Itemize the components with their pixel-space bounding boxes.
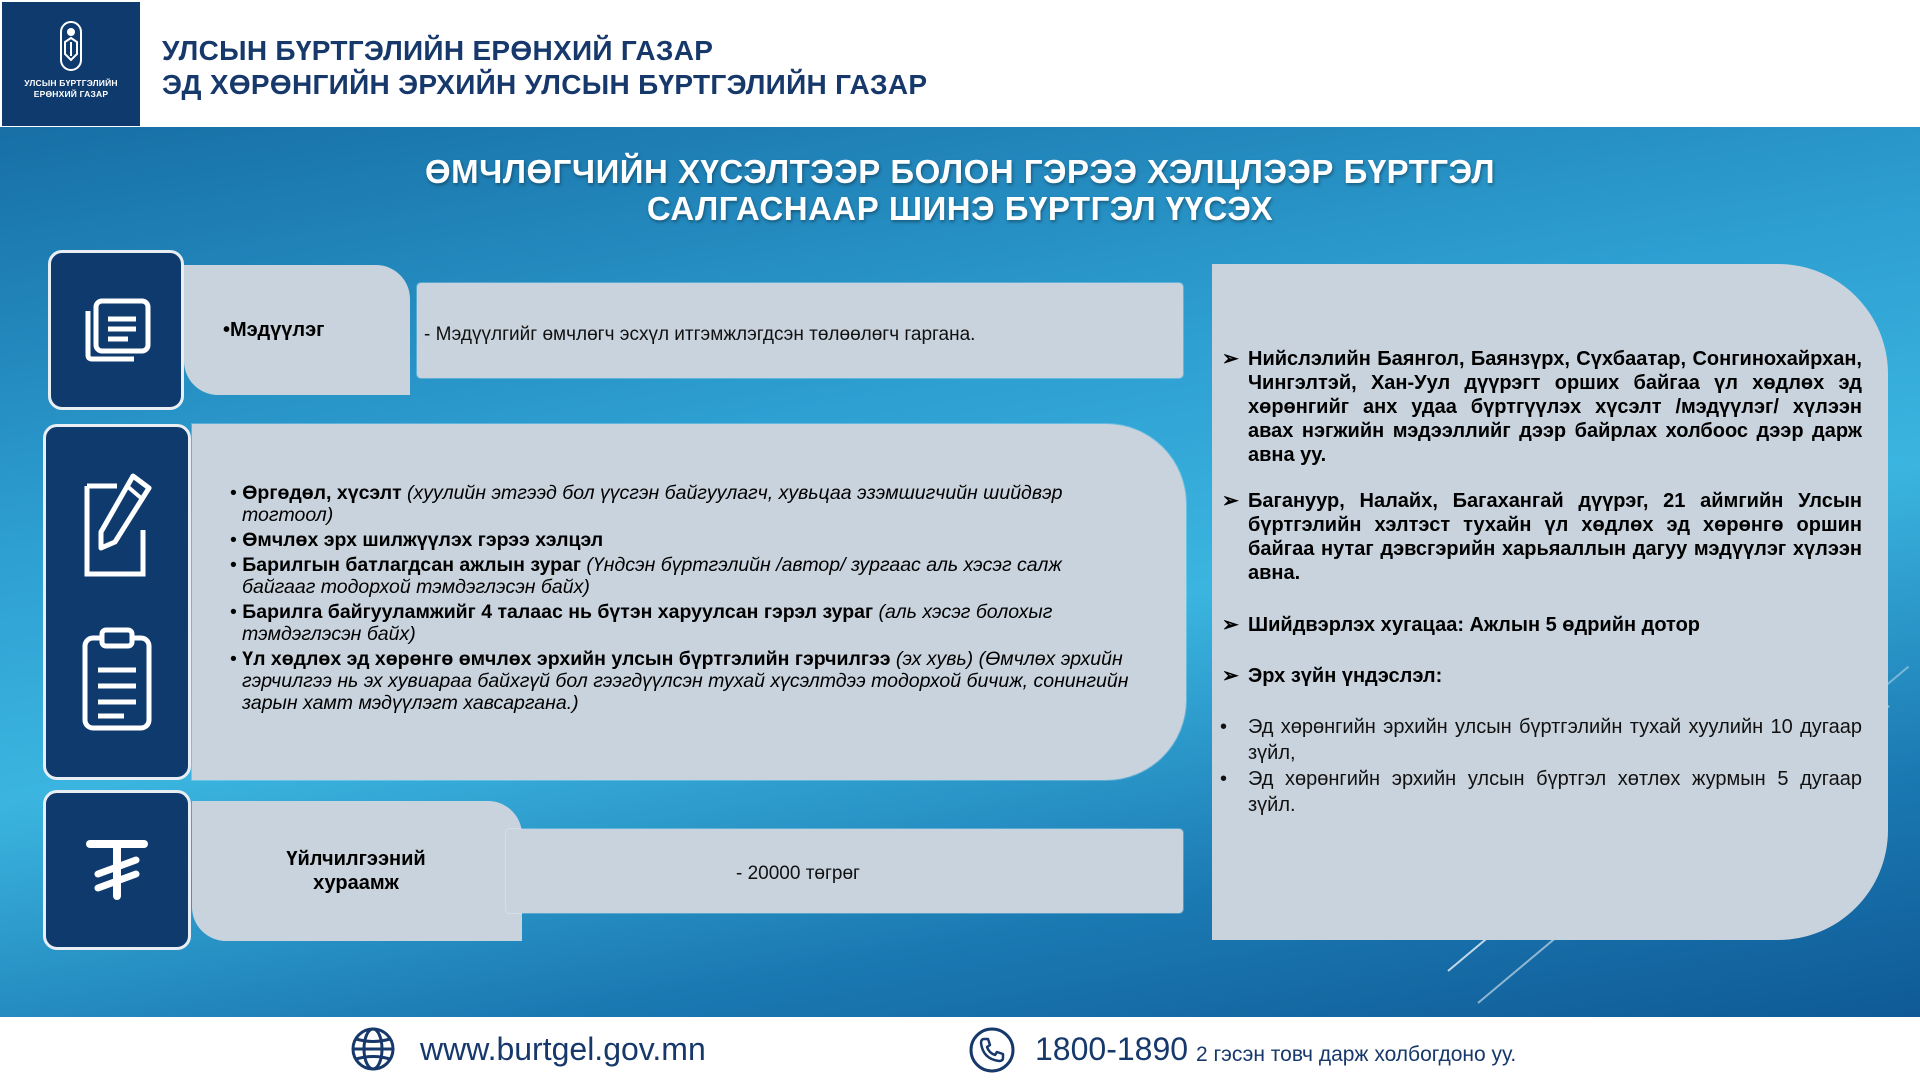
requirement-item: • Өргөдөл, хүсэлт (хуулийн этгээд бол үүсгэн байгуулагч, хувьцаа эзэмшигчийн шийдвэр тогтоол) bbox=[230, 482, 1063, 526]
phone-icon bbox=[968, 1026, 1016, 1074]
arrow-icon: ➢ bbox=[1222, 490, 1239, 512]
page-title bbox=[330, 153, 1590, 227]
organization-line1: УЛСЫН БҮРТГЭЛИЙН ЕРӨНХИЙ ГАЗАР bbox=[162, 35, 714, 66]
organization-title bbox=[162, 34, 927, 102]
legal-basis-list bbox=[1220, 714, 1862, 818]
legal-basis-item: • Эд хөрөнгийн эрхийн улсын бүртгэл хөтлөх журмын 5 дугаар зүйл. bbox=[1220, 766, 1862, 818]
emblem-icon bbox=[58, 20, 84, 72]
logo-text bbox=[24, 78, 118, 100]
organization-line2: ЭД ХӨРӨНГИЙН ЭРХИЙН УЛСЫН БҮРТГЭЛИЙН ГАЗАР bbox=[162, 69, 928, 100]
logo[interactable] bbox=[2, 2, 140, 126]
phone-note: 2 гэсэн товч дарж холбогдоно уу. bbox=[1196, 1043, 1517, 1066]
fee-text: - 20000 төгрөг bbox=[736, 863, 860, 884]
tugrik-icon bbox=[86, 838, 148, 902]
requirement-item: • Үл хөдлөх эд хөрөнгө өмчлөх эрхийн улсын бүртгэлийн гэрчилгээ (эх хувь) (Өмчлөх эрхийн гэрчилгээ нь эх хувиараа байхгүй бол гээгдүүлсэн тухай хүсэлтдээ тодорхой бичиж, сонингийн зарын хамт мэдүүлэгт хавсаргана.) bbox=[230, 648, 1129, 714]
phone-number[interactable]: 1800-1890 bbox=[1035, 1031, 1189, 1067]
requirement-title: Барилга байгууламжийг 4 талаас нь бүтэн харуулсан гэрэл зураг bbox=[242, 601, 874, 623]
requirement-item: • Барилгын батлагдсан ажлын зураг (Үндсэн бүртгэлийн /автор/ зургаас аль хэсэг салж байгааг тодорхой тэмдэглэсэн байх) bbox=[230, 554, 1062, 598]
document-icon-box bbox=[48, 250, 184, 410]
arrow-icon: ➢ bbox=[1222, 614, 1239, 636]
requirement-detail: (аль хэсэг болохыг тэмдэглэсэн байх) bbox=[242, 601, 1053, 645]
footer bbox=[0, 1017, 1920, 1080]
clipboard-icon bbox=[80, 626, 154, 732]
info-item-text: Шийдвэрлэх хугацаа: Ажлын 5 өдрийн дотор bbox=[1248, 614, 1701, 636]
requirement-item: • Барилга байгууламжийг 4 талаас нь бүтэн харуулсан гэрэл зураг (аль хэсэг болохыг тэмдэглэсэн байх) bbox=[230, 601, 1053, 645]
info-item-provinces bbox=[1222, 489, 1862, 585]
page-title-line1: ӨМЧЛӨГЧИЙН ХҮСЭЛТЭЭР БОЛОН ГЭРЭЭ ХЭЛЦЛЭЭР БҮРТГЭЛ bbox=[425, 153, 1495, 190]
legal-basis-item: • Эд хөрөнгийн эрхийн улсын бүртгэлийн тухай хуулийн 10 дугаар зүйл, bbox=[1220, 714, 1862, 766]
page-title-line2: САЛГАСНААР ШИНЭ БҮРТГЭЛ ҮҮСЭХ bbox=[646, 190, 1274, 227]
globe-icon bbox=[350, 1026, 396, 1072]
fee-label: Үйлчилгээний хураамж bbox=[286, 848, 426, 894]
info-item-text: Эрх зүйн үндэслэл: bbox=[1248, 665, 1443, 687]
requirements-list bbox=[230, 482, 1130, 717]
requirement-detail: (эх хувь) (Өмчлөх эрхийн гэрчилгээ нь эх хувиараа байхгүй бол гээгдүүлсэн тухай хүсэлтдээ тодорхой бичиж, сонингийн зарын хамт мэдүүлэгт хавсаргана.) bbox=[242, 648, 1129, 714]
info-item-districts bbox=[1222, 347, 1862, 467]
requirement-title: Өргөдөл, хүсэлт bbox=[242, 482, 402, 504]
requirement-title: Барилгын батлагдсан ажлын зураг bbox=[242, 554, 581, 576]
fee-icon-box bbox=[43, 790, 191, 950]
header bbox=[0, 0, 1920, 127]
documents-icon bbox=[78, 297, 154, 363]
requirement-detail: (хуулийн этгээд бол үүсгэн байгуулагч, хувьцаа эзэмшигчийн шийдвэр тогтоол) bbox=[242, 482, 1063, 526]
requirement-item: • Өмчлөх эрх шилжүүлэх гэрээ хэлцэл bbox=[230, 529, 604, 551]
requirement-title: Өмчлөх эрх шилжүүлэх гэрээ хэлцэл bbox=[242, 529, 604, 551]
arrow-icon: ➢ bbox=[1222, 348, 1239, 370]
notification-label: •Мэдүүлэг bbox=[223, 319, 325, 341]
info-item-deadline bbox=[1222, 613, 1862, 637]
arrow-icon: ➢ bbox=[1222, 665, 1239, 687]
main-panel bbox=[0, 127, 1920, 1017]
pen-icon bbox=[81, 472, 153, 580]
website-link[interactable]: www.burtgel.gov.mn bbox=[420, 1031, 706, 1067]
info-item-legal-basis bbox=[1222, 664, 1862, 688]
requirement-detail: (Үндсэн бүртгэлийн /автор/ зургаас аль хэсэг салж байгааг тодорхой тэмдэглэсэн байх) bbox=[242, 554, 1062, 598]
notification-text: - Мэдүүлгийг өмчлөгч эсхүл итгэмжлэгдсэн төлөөлөгч гаргана. bbox=[424, 324, 976, 345]
logo-text-line1: УЛСЫН БҮРТГЭЛИЙН bbox=[24, 78, 118, 88]
logo-text-line2: ЕРӨНХИЙ ГАЗАР bbox=[33, 89, 109, 99]
info-item-text: Нийслэлийн Баянгол, Баянзүрх, Сүхбаатар, Сонгинохайрхан, Чингэлтэй, Хан-Уул дүүрэгт орших байгаа үл хөдлөх эд хөрөнгийг анх удаа бүртгүүлэх хүсэлт /мэдүүлэг/ хүлээн авах нэгжийн мэдээллийг дээр байрлах холбоос дээр дарж авна уу. bbox=[1248, 348, 1862, 466]
info-item-text: Багануур, Налайх, Багахангай дүүрэг, 21 аймгийн Улсын бүртгэлийн хэлтэст тухайн үл хөдлөх эд хөрөнгө оршин байгаа нутаг дэвсгэрийн харьяаллын дагуу мэдүүлэг хүлээн авна. bbox=[1248, 490, 1862, 584]
requirement-title: Үл хөдлөх эд хөрөнгө өмчлөх эрхийн улсын бүртгэлийн гэрчилгээ bbox=[242, 648, 891, 670]
requirements-icon-box bbox=[43, 424, 191, 780]
